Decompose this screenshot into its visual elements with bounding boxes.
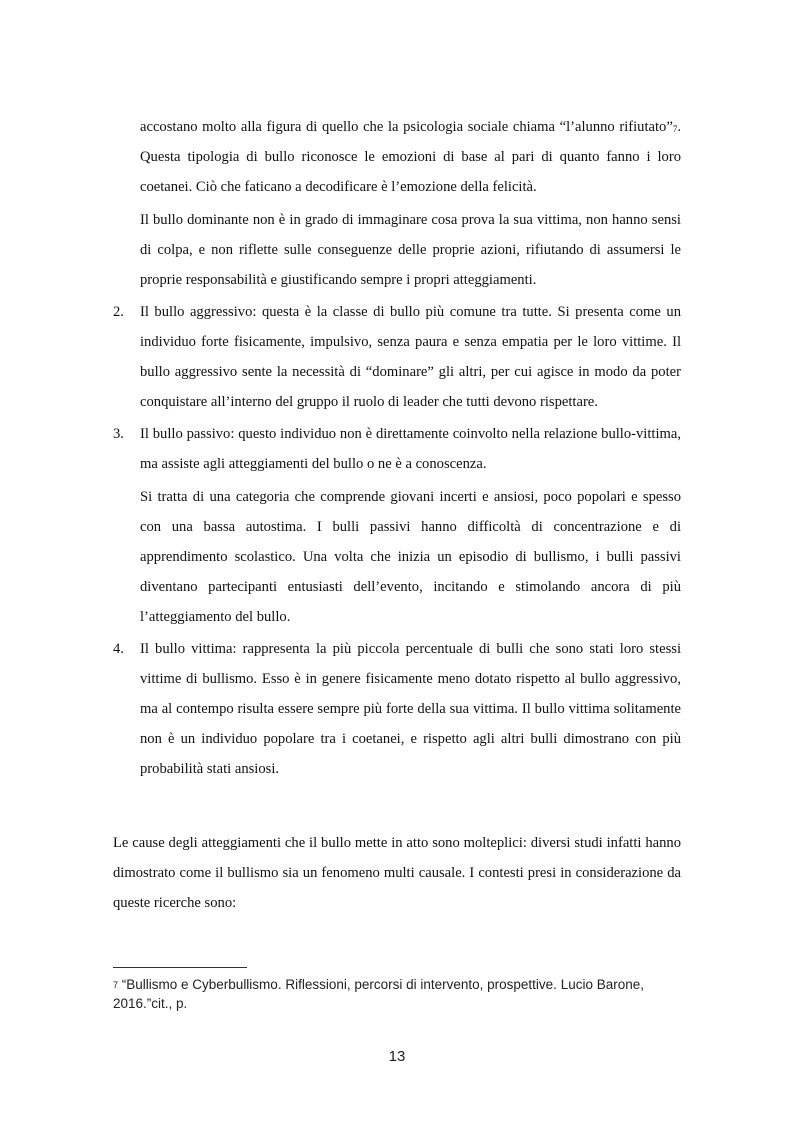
continuation-paragraph-2: Il bullo dominante non è in grado di immaginare cosa prova la sua vittima, non hanno sensi di colpa, e non riflette sulle conseguenze delle proprie azioni, rifiutando di assumersi le proprie responsabilità e giustificando sempre i propri atteggiamenti. (140, 212, 681, 288)
list-item-4 (113, 634, 681, 784)
list-number: 4. (113, 641, 124, 657)
list-item-2 (113, 297, 681, 417)
list-item-paragraph: Il bullo aggressivo: questa è la classe di bullo più comune tra tutte. Si presenta come un individuo forte fisicamente, impulsivo, senza paura e senza empatia per le loro vittime. Il bullo aggressivo sente la necessità di “dominare” gli altri, per cui agisce in modo da poter conquistare all’interno del gruppo il ruolo di leader che tutti devono rispettare. (140, 304, 681, 410)
footnote-reference[interactable]: 7 (672, 124, 678, 134)
list-number: 3. (113, 426, 124, 442)
list-number: 2. (113, 304, 124, 320)
page-number: 13 (388, 1048, 406, 1065)
continuation-paragraph-1: accostano molto alla figura di quello che la psicologia sociale chiama “l’alunno rifiutato”$^7$. Questa tipologia di bullo riconosce le emozioni di base al pari di quanto fanno i loro coetanei. Ciò che faticano a decodificare è l’emozione della felicità. (140, 119, 681, 195)
list-body (113, 112, 681, 784)
list-item-1-continuation (113, 112, 681, 295)
list-item-paragraph: Si tratta di una categoria che comprende giovani incerti e ansiosi, poco popolari e spesso con una bassa autostima. I bulli passivi hanno difficoltà di concentrazione e di apprendimento scolastico. Una volta che inizia un episodio di bullismo, i bulli passivi diventano partecipanti entusiasti dell’evento, incitando e stimolando ancora di più l’atteggiamento del bullo. (140, 489, 681, 625)
list-item-3 (113, 419, 681, 632)
footnote-divider (113, 967, 247, 968)
footnote-number: 7 (113, 980, 119, 990)
closing-paragraph: Le cause degli atteggiamenti che il bullo mette in atto sono molteplici: diversi studi infatti hanno dimostrato come il bullismo sia un fenomeno multi causale. I contesti presi in considerazione da queste ricerche sono: (113, 835, 681, 911)
footnote-text: “Bullismo e Cyberbullismo. Riflessioni, percorsi di intervento, prospettive. Lucio Barone, 2016.”cit., p. (113, 977, 644, 1011)
footnote (113, 975, 653, 1013)
list-item-paragraph: Il bullo vittima: rappresenta la più piccola percentuale di bulli che sono stati loro stessi vittime di bullismo. Esso è in genere fisicamente meno dotato rispetto al bullo aggressivo, ma al contempo risulta essere sempre più forte della sua vittima. Il bullo vittima solitamente non è un individuo popolare tra i coetanei, e rispetto agli altri bulli dimostrano con più probabilità stati ansiosi. (140, 641, 681, 777)
list-item-paragraph: Il bullo passivo: questo individuo non è direttamente coinvolto nella relazione bullo-vittima, ma assiste agli atteggiamenti del bullo o ne è a conoscenza. (140, 426, 681, 472)
